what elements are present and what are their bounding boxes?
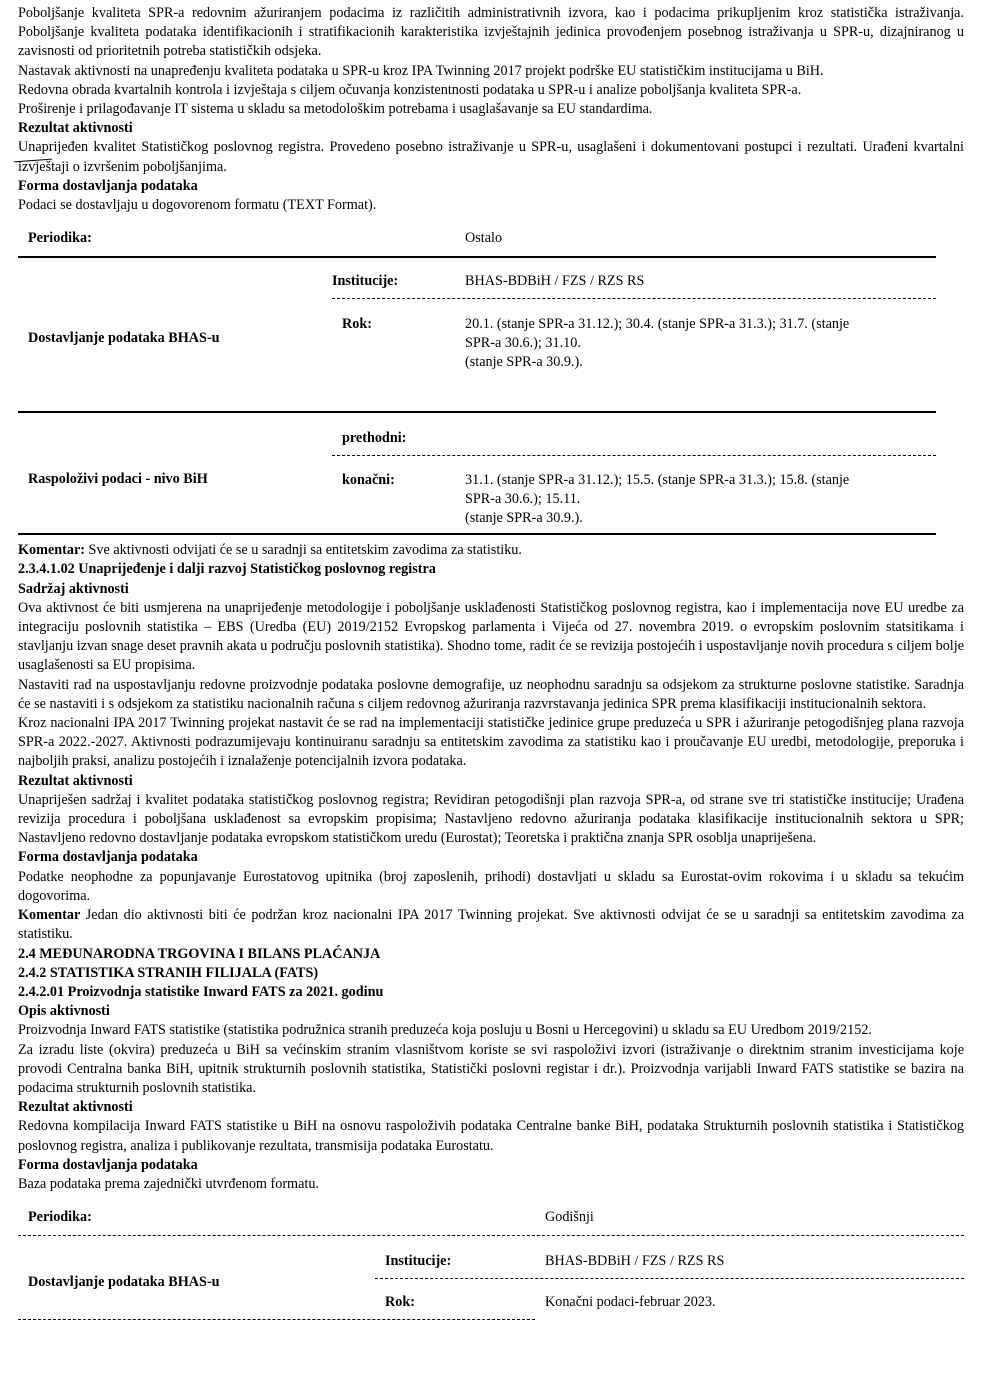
heading-forma: Forma dostavljanja podataka	[18, 849, 198, 866]
rok-label: Rok:	[385, 1294, 415, 1311]
konacni-line: (stanje SPR-a 30.9.).	[465, 510, 583, 527]
document-page	[18, 4, 964, 1324]
paragraph: Poboljšanje kvaliteta SPR-a redovnim ažuriranjem podacima iz različitih administrativnih izvora, kao i podacima prikupljenim kroz statistička istraživanja. Poboljšanje kvaliteta podataka identifikacionih i stratifikacionih karakteristika izvještajnih jedinica provođenjem posebnog istraživanja u SPR-u, dizajniranog u zavisnosti od prioritetnih potreba statističkih odsjeka.	[18, 5, 964, 60]
table-rule	[332, 455, 936, 456]
section-heading: 2.4 MEĐUNARODNA TRGOVINA I BILANS PLAĆANJA	[18, 945, 381, 962]
institucije-label: Institucije:	[385, 1253, 452, 1270]
komentar-label: Komentar:	[18, 542, 85, 559]
komentar-label: Komentar	[18, 907, 81, 924]
table-rule	[18, 533, 936, 535]
paragraph: Baza podataka prema zajednički utvrđenom formatu.	[18, 1175, 319, 1192]
institucije-value: BHAS-BDBiH / FZS / RZS RS	[465, 273, 645, 290]
prethodni-label: prethodni:	[342, 430, 407, 447]
heading-forma: Forma dostavljanja podataka	[18, 177, 198, 194]
paragraph: Nastaviti rad na uspostavljanju redovne proizvodnje podataka poslovne demografije, uz neophodnu saradnju sa odsjekom za strukturne poslovne statistike. Saradnja će se nastaviti i s odsjekom za statistiku nacionalnih računa s ciljem redovnog ažuriranja razvrstavanja jedinica SPR prema klasifikaciji institucionalnih sektora.	[18, 676, 964, 712]
heading-rezultat: Rezultat aktivnosti	[18, 772, 133, 789]
paragraph: Kroz nacionalni IPA 2017 Twinning projekat nastavit će se rad na implementaciji statističke jedinice grupe preduzeća u SPR i ažuriranje petogodišnjeg plana razvoja SPR-a 2022.-2027. Aktivnosti podrazumijevaju kontinuiranu saradnju sa entitetskim zavodima za statistiku kao i proučavanje EU uredbi, metodologije, preporuka i najboljih praksi, analizu postojećih i iznalaženje potencijalnih izvora podataka.	[18, 715, 964, 770]
komentar-text: Sve aktivnosti odvijati će se u saradnji sa entitetskim zavodima za statistiku.	[84, 542, 522, 559]
table-rule	[375, 1278, 964, 1279]
periodika-value: Godišnji	[545, 1209, 594, 1226]
rok-line: (stanje SPR-a 30.9.).	[465, 354, 583, 371]
periodika-label: Periodika:	[28, 230, 92, 247]
table-rule	[18, 1235, 964, 1236]
paragraph: Redovna kompilacija Inward FATS statistike u BiH na osnovu raspoloživih podataka Centralne banke BiH, podataka Strukturnih poslovnih statistika i Statističkog poslovnog registra, analiza i publikovanje rezultata, transmisija podataka Eurostatu.	[18, 1118, 964, 1154]
section-heading: 2.3.4.1.02 Unaprijeđenje i dalji razvoj Statističkog poslovnog registra	[18, 561, 436, 578]
heading-rezultat: Rezultat aktivnosti	[18, 1099, 133, 1116]
komentar-text: Jedan dio aktivnosti biti će podržan kroz nacionalni IPA 2017 Twinning projekat. Sve aktivnosti odvijat će se u saradnji sa entitetskim zavodima za statistiku.	[18, 907, 964, 943]
table-rule	[332, 298, 936, 299]
raspolozivi-label: Raspoloživi podaci - nivo BiH	[28, 471, 208, 488]
paragraph: Podatke neophodne za popunjavanje Eurostatovog upitnika (broj zaposlenih, prihodi) dostavljati u skladu sa Eurostat-ovim rokovima i u skladu sa tekućim dogovorima.	[18, 868, 964, 904]
heading-opis: Opis aktivnosti	[18, 1003, 110, 1020]
section-heading: 2.4.2.01 Proizvodnja statistike Inward FATS za 2021. godinu	[18, 983, 384, 1000]
periodika-table-2	[18, 1194, 964, 1324]
dostavljanje-label: Dostavljanje podataka BHAS-u	[28, 1274, 220, 1291]
table-rule	[18, 256, 936, 258]
paragraph: Redovna obrada kvartalnih kontrola i izvještaja s ciljem očuvanja konzistentnosti podataka u SPR-u i analize poboljšanja kvaliteta SPR-a.	[18, 81, 802, 98]
rok-value: Konačni podaci-februar 2023.	[545, 1294, 716, 1311]
heading-sadrzaj: Sadržaj aktivnosti	[18, 580, 129, 597]
periodika-table-1	[18, 215, 964, 541]
konacni-line: 31.1. (stanje SPR-a 31.12.); 15.5. (stanje SPR-a 31.3.); 15.8. (stanje	[465, 472, 850, 489]
heading-rezultat: Rezultat aktivnosti	[18, 120, 133, 137]
section-heading: 2.4.2 STATISTIKA STRANIH FILIJALA (FATS)	[18, 964, 319, 981]
paragraph: Nastavak aktivnosti na unapređenju kvaliteta podataka u SPR-u kroz IPA Twinning 2017 projekt podrške EU statističkim institucijama u BiH.	[18, 62, 824, 79]
periodika-label: Periodika:	[28, 1209, 92, 1226]
institucije-value: BHAS-BDBiH / FZS / RZS RS	[545, 1253, 725, 1270]
paragraph: Ova aktivnost će biti usmjerena na unaprijeđenje metodologije i poboljšanje usklađenosti Statističkog poslovnog registra, kao i implementacija nove EU uredbe za integraciju poslovnih statistika – EBS (Uredba (EU) 2019/2152 Evropskog parlamenta i Vijeća od 27. novembra 2019. o evropskim poslovnim statsitikama i stavljanju izvan snage deset pravnih akata u području poslovnih statistika). Shodno tome, radit će se revizija postojećih i uspostavljanje novih procedura s ciljem bolje usaglašenosti sa EU propisima.	[18, 599, 964, 674]
heading-forma: Forma dostavljanja podataka	[18, 1156, 198, 1173]
rok-line: SPR-a 30.6.); 31.10.	[465, 335, 581, 352]
komentar	[18, 906, 964, 944]
periodika-value: Ostalo	[465, 230, 503, 247]
rok-label: Rok:	[342, 316, 372, 333]
institucije-label: Institucije:	[332, 273, 399, 290]
rok-line: 20.1. (stanje SPR-a 31.12.); 30.4. (stanje SPR-a 31.3.); 31.7. (stanje	[465, 316, 850, 333]
paragraph: Unapriješen sadržaj i kvalitet podataka statističkog poslovnog registra; Revidiran petogodišnji plan razvoja SPR-a, od strane sve tri statističke institucije; Urađena revizija procedura i poboljšana usklađenost sa evropskim propisima; Nastavljeno redovno ažuriranja podataka klasifikacije institucionalnih sektora u SPR; Nastavljeno redovno dostavljanje podataka evropskom statističkom uredu (Eurostat); Teoretska i praktična znanja SPR osoblja unapriješena.	[18, 791, 964, 847]
komentar	[18, 541, 964, 560]
paragraph: Podaci se dostavljaju u dogovorenom formatu (TEXT Format).	[18, 197, 377, 214]
table-rule	[18, 1319, 535, 1320]
konacni-label: konačni:	[342, 472, 395, 489]
paragraph: Proizvodnja Inward FATS statistike (statistika podružnica stranih preduzeća koja posluju u Bosni u Hercegovini) u skladu sa EU Uredbom 2019/2152.	[18, 1022, 872, 1039]
paragraph: Proširenje i prilagođavanje IT sistema u skladu sa metodološkim potrebama i usaglašavanje sa EU standardima.	[18, 101, 653, 118]
dostavljanje-label: Dostavljanje podataka BHAS-u	[28, 330, 220, 347]
table-rule	[18, 411, 936, 413]
paragraph: Za izradu liste (okvira) preduzeća u BiH sa većinskim stranim vlasništvom koriste se svi raspoloživi izvori (istraživanje o direktnim stranim investicijama koje provodi Centralna banka BiH, upitnik strukturnih poslovnih statistika, Statistički poslovni registar i dr.). Proizvodnja varijabli Inward FATS statistike se bazira na podacima strukturnih poslovnih statistika.	[18, 1041, 964, 1096]
konacni-line: SPR-a 30.6.); 15.11.	[465, 491, 581, 508]
paragraph: Unaprijeđen kvalitet Statističkog poslovnog registra. Provedeno posebno istraživanje u SPR-u, usaglašeni i dokumentovani postupci i rezultati. Urađeni kvartalni izvještaji o izvršenim poboljšanjima.	[18, 139, 964, 175]
